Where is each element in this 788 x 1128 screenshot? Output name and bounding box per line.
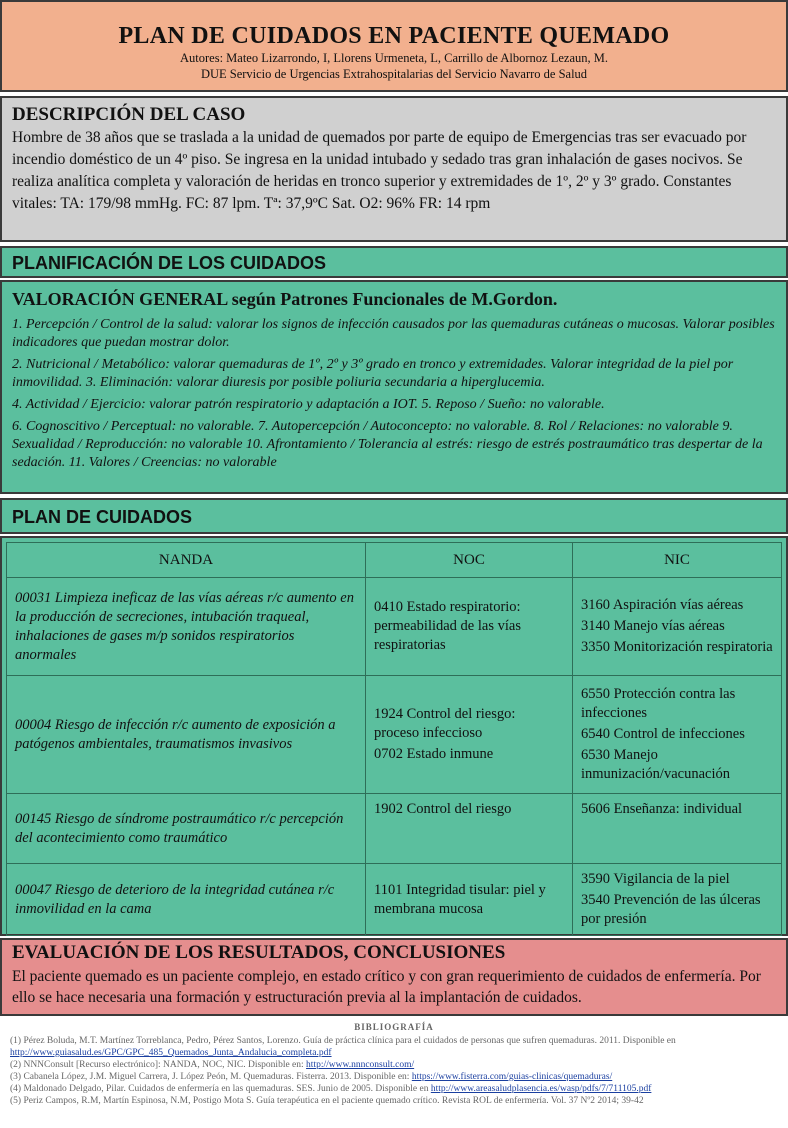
nanda-cell: 00031 Limpieza ineficaz de las vías aéreas r/c aumento en la producción de secreciones, intubación traqueal, inhalaciones de gases m/p sonidos respiratorios anormales — [7, 578, 366, 676]
poster-header — [0, 0, 788, 92]
nic-item: 3350 Monitorización respiratoria — [581, 639, 773, 655]
care-plan-table — [6, 542, 782, 936]
column-header-nic: NIC — [573, 543, 782, 578]
nanda-cell: 00004 Riesgo de infección r/c aumento de exposición a patógenos ambientales, traumatismos invasivos — [7, 676, 366, 794]
evaluation-section — [0, 938, 788, 1016]
nic-item: 3590 Vigilancia de la piel — [581, 871, 730, 887]
nanda-cell: 00047 Riesgo de deterioro de la integridad cutánea r/c inmovilidad en la cama — [7, 864, 366, 936]
bibliography-item — [10, 1071, 778, 1083]
assessment-section — [0, 280, 788, 494]
bibliography-item — [10, 1095, 778, 1107]
case-description-text: Hombre de 38 años que se traslada a la unidad de quemados por parte de equipo de Emergencias tras ser evacuado por incendio doméstico de un 4º piso. Se ingresa en la unidad intubado y sedado tras gran inhalación de gases nocivos. Se realiza analítica completa y valoración de heridas en tronco superior y extremidades de 1º, 2º y 3º grado. Constantes vitales: TA: 179/98 mmHg. FC: 87 lpm. Tª: 37,9ºC Sat. O2: 96% FR: 14 rpm — [12, 129, 747, 212]
bibliography-item — [10, 1035, 778, 1059]
nic-item: 6530 Manejo inmunización/vacunación — [581, 747, 730, 782]
bibliography-title: BIBLIOGRAFÍA — [354, 1022, 434, 1032]
table-row — [7, 794, 782, 864]
column-header-noc: NOC — [366, 543, 573, 578]
evaluation-text: El paciente quemado es un paciente complejo, en estado crítico y con gran requerimiento de cuidados de enfermería. Por ello se hace necesaria una formación y estructuración previa al la implantación de cuidados. — [12, 968, 761, 1006]
table-row — [7, 578, 782, 676]
nic-item: 3540 Prevención de las úlceras por presión — [581, 892, 761, 927]
column-header-nanda: NANDA — [7, 543, 366, 578]
bibliography-text: (5) Periz Campos, R.M, Martín Espinosa, N.M, Postigo Mota S. Guía terapéutica en el paciente quemado crítico. Revista ROL de enfermería. Vol. 37 Nº2 2014; 39-42 — [10, 1096, 644, 1106]
assessment-title: VALORACIÓN GENERAL según Patrones Funcionales de M.Gordon. — [12, 289, 558, 309]
pattern-paragraph: 2. Nutricional / Metabólico: valorar quemaduras de 1º, 2º y 3º grado en tronco y extremidades. Valorar integridad de la piel por inmovilidad. 3. Eliminación: valorar diuresis por posible poliuria secundaria a hiperglucemia. — [12, 357, 734, 390]
noc-item: 1924 Control del riesgo: proceso infeccioso — [374, 706, 516, 741]
pattern-paragraph: 1. Percepción / Control de la salud: valorar los signos de infección causados por las quemaduras cutáneas o mucosas. Valorar posibles indicadores que puedan mostrar dolor. — [12, 317, 775, 350]
pattern-paragraph: 6. Cognoscitivo / Perceptual: no valorable. 7. Autopercepción / Autoconcepto: no valorable. 8. Rol / Relaciones: no valorable 9. Sexualidad / Reproducción: no valorable 10. Afrontamiento / Tolerancia al estrés: riesgo de estrés postraumático tras despertar de la sedación. 11. Valores / Creencias: no valorable — [12, 419, 763, 470]
noc-item: 0410 Estado respiratorio: permeabilidad de las vías respiratorias — [374, 599, 521, 653]
case-description-section — [0, 96, 788, 242]
planning-title-bar — [0, 246, 788, 278]
nic-cell — [573, 794, 782, 864]
noc-cell — [366, 578, 573, 676]
table-row — [7, 864, 782, 936]
bibliography-section — [0, 1020, 788, 1128]
noc-cell — [366, 676, 573, 794]
nic-cell — [573, 676, 782, 794]
nic-item: 6550 Protección contra las infecciones — [581, 686, 736, 721]
nic-item: 6540 Control de infecciones — [581, 726, 745, 742]
care-plan-title-bar — [0, 498, 788, 534]
bibliography-text: (1) Pérez Boluda, M.T. Martínez Torreblanca, Pedro, Pérez Santos, Lorenzo. Guía de práctica clínica para el cuidados de personas que sufren quemaduras. 2011. Disponible en — [10, 1036, 676, 1046]
evaluation-title: EVALUACIÓN DE LOS RESULTADOS, CONCLUSIONES — [12, 942, 506, 963]
bibliography-text: (2) NNNConsult [Recurso electrónico]: NANDA, NOC, NIC. Disponible en: — [10, 1060, 307, 1070]
care-plan-table-container — [0, 536, 788, 936]
bibliography-item — [10, 1083, 778, 1095]
table-row — [7, 676, 782, 794]
affiliation: DUE Servicio de Urgencias Extrahospitalarias del Servicio Navarro de Salud — [200, 67, 588, 81]
noc-item: 1902 Control del riesgo — [374, 801, 512, 817]
bibliography-link[interactable]: http://www.areasaludplasencia.es/wasp/pdfs/7/711105.pdf — [430, 1084, 652, 1094]
noc-cell — [366, 794, 573, 864]
nanda-cell: 00145 Riesgo de síndrome postraumático r/c percepción del acontecimiento como traumático — [7, 794, 366, 864]
nic-item: 3160 Aspiración vías aéreas — [581, 597, 744, 613]
noc-cell — [366, 864, 573, 936]
bibliography-link[interactable]: http://www.nnnconsult.com/ — [306, 1060, 415, 1070]
bibliography-text: (4) Maldonado Delgado, Pilar. Cuidados de enfermería en las quemaduras. SES. Junio de 2005. Disponible en — [10, 1084, 431, 1094]
bibliography-item — [10, 1059, 778, 1071]
pattern-paragraph: 4. Actividad / Ejercicio: valorar patrón respiratorio y adaptación a IOT. 5. Reposo / Sueño: no valorable. — [12, 397, 605, 412]
bibliography-link[interactable]: https://www.fisterra.com/guias-clinicas/quemaduras/ — [411, 1072, 613, 1082]
bibliography-text: (3) Cabanela López, J.M. Miguel Carrera, J. López Peón, M. Quemaduras. Fisterra. 2013. Disponible en: — [10, 1072, 412, 1082]
poster-title: PLAN DE CUIDADOS EN PACIENTE QUEMADO — [118, 23, 670, 49]
table-header-row — [7, 543, 782, 578]
care-plan-title: PLAN DE CUIDADOS — [12, 507, 193, 527]
case-description-title: DESCRIPCIÓN DEL CASO — [12, 104, 246, 125]
nic-cell — [573, 578, 782, 676]
authors: Autores: Mateo Lizarrondo, I, Llorens Urmeneta, L, Carrillo de Albornoz Lezaun, M. — [180, 51, 608, 65]
noc-item: 0702 Estado inmune — [374, 746, 494, 762]
nic-item: 5606 Enseñanza: individual — [581, 801, 743, 817]
nic-cell — [573, 864, 782, 936]
nic-item: 3140 Manejo vías aéreas — [581, 618, 725, 634]
bibliography-link[interactable]: http://www.guiasalud.es/GPC/GPC_485_Quemados_Junta_Andalucia_completa.pdf — [10, 1048, 332, 1058]
noc-item: 1101 Integridad tisular: piel y membrana mucosa — [374, 881, 546, 917]
planning-title: PLANIFICACIÓN DE LOS CUIDADOS — [12, 253, 327, 273]
